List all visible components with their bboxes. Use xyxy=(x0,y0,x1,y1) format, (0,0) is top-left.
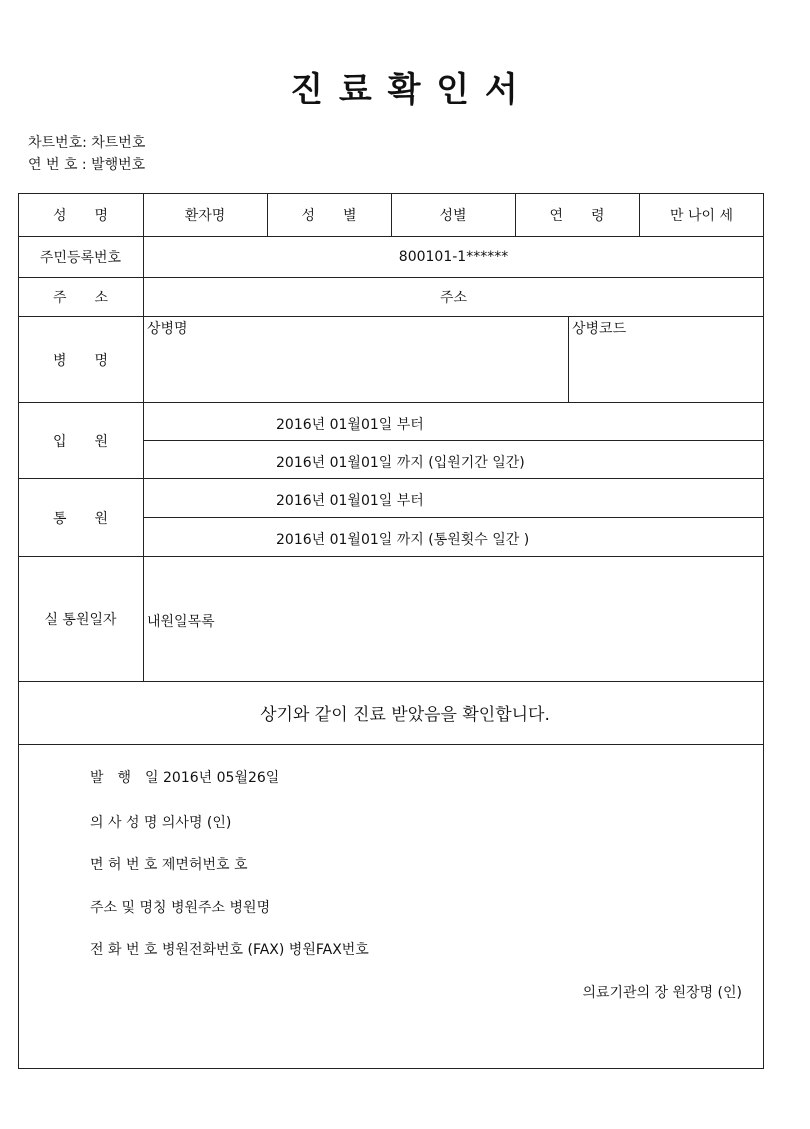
admission-from: 2016년 01월01일 부터 xyxy=(276,417,424,433)
visit-dates-label: 실 통원일자 xyxy=(44,612,117,628)
address-value: 주소 xyxy=(439,290,468,306)
admission-label: 입 원 xyxy=(52,433,109,450)
visit-dates-value: 내원일목록 xyxy=(147,614,215,630)
gender-value: 성별 xyxy=(439,208,467,224)
disease-name: 상병명 xyxy=(147,321,188,337)
row-divider xyxy=(18,681,764,682)
confirmation-statement: 상기와 같이 진료 받았음을 확인합니다. xyxy=(260,705,550,725)
chart-number: 차트번호: 차트번호 xyxy=(28,135,146,151)
license-number: 면 허 번 호 제면허번호 호 xyxy=(90,857,248,873)
rrn-label: 주민등록번호 xyxy=(39,250,122,266)
outpatient-from: 2016년 01월01일 부터 xyxy=(276,493,424,509)
column-divider xyxy=(568,316,569,402)
disease-code: 상병코드 xyxy=(572,321,627,337)
disease-label: 병 명 xyxy=(52,352,109,369)
row-divider xyxy=(143,517,764,518)
address-label: 주 소 xyxy=(52,290,109,306)
rrn-value: 800101-1****** xyxy=(398,249,509,265)
issue-date: 발 행 일 2016년 05월26일 xyxy=(90,770,280,786)
gender-label: 성 별 xyxy=(301,208,357,224)
outpatient-label: 통 원 xyxy=(52,510,109,527)
row-divider xyxy=(143,440,764,441)
row-divider xyxy=(18,744,764,745)
issue-number: 연 번 호 : 발행번호 xyxy=(28,157,146,173)
document-title: 진 료 확 인 서 xyxy=(290,70,520,110)
hospital-phone: 전 화 번 호 병원전화번호 (FAX) 병원FAX번호 xyxy=(90,942,369,958)
outpatient-to: 2016년 01월01일 까지 (통원횟수 일간 ) xyxy=(276,532,530,548)
age-label: 연 령 xyxy=(549,208,605,224)
doctor-name: 의 사 성 명 의사명 (인) xyxy=(90,815,232,831)
director-signature: 의료기관의 장 원장명 (인) xyxy=(582,985,742,1001)
name-label: 성 명 xyxy=(52,208,109,224)
patient-name: 환자명 xyxy=(184,208,226,224)
admission-to: 2016년 01월01일 까지 (입원기간 일간) xyxy=(276,455,525,471)
age-value: 만 나이 세 xyxy=(670,208,733,224)
hospital-address-name: 주소 및 명칭 병원주소 병원명 xyxy=(90,900,271,916)
